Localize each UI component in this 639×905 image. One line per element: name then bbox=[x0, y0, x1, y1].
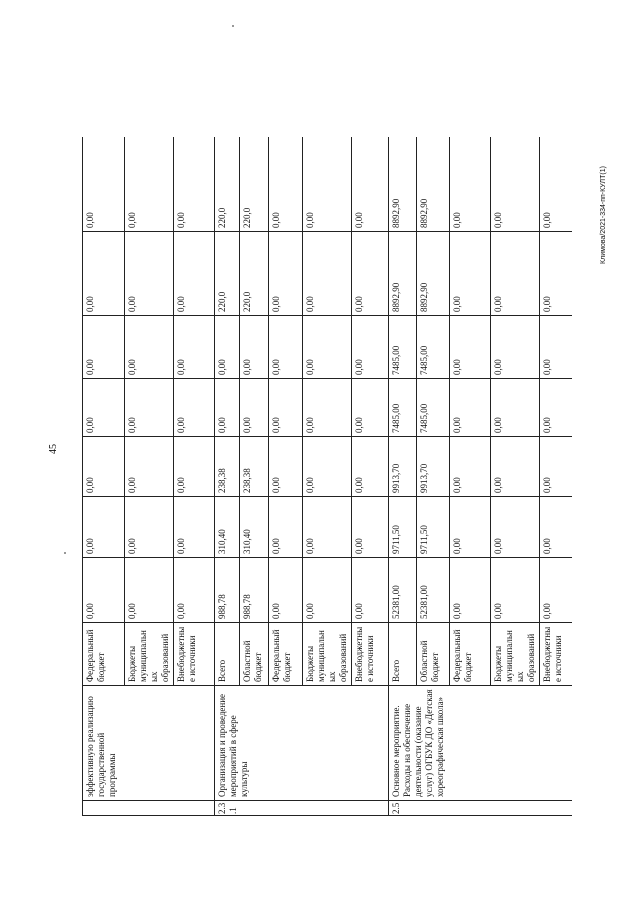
amount-cell: 0,00 bbox=[352, 497, 389, 558]
amount-cell: 0,00 bbox=[303, 232, 352, 316]
amount-cell: 0,00 bbox=[303, 137, 352, 232]
amount-cell: 8892,90 bbox=[389, 232, 417, 316]
amount-cell: 0,00 bbox=[125, 437, 174, 497]
amount-cell: 310,40 bbox=[240, 497, 269, 558]
amount-cell: 0,00 bbox=[540, 379, 573, 437]
amount-cell: 9711,50 bbox=[389, 497, 417, 558]
funding-source-cell: Федеральный бюджет bbox=[269, 623, 303, 686]
funding-source-cell: Областной бюджет bbox=[417, 623, 450, 686]
budget-table bbox=[82, 137, 572, 816]
amount-cell: 220,0 bbox=[215, 232, 240, 316]
amount-cell: 220,0 bbox=[240, 137, 269, 232]
funding-source-cell: Областной бюджет bbox=[240, 623, 269, 686]
amount-cell: 0,00 bbox=[450, 137, 491, 232]
budget-table-wrapper bbox=[82, 137, 572, 816]
amount-cell: 0,00 bbox=[174, 316, 215, 379]
amount-cell: 0,00 bbox=[83, 232, 125, 316]
amount-cell: 8892,90 bbox=[417, 137, 450, 232]
amount-cell: 0,00 bbox=[174, 558, 215, 623]
amount-cell: 0,00 bbox=[540, 497, 573, 558]
amount-cell: 52381,00 bbox=[417, 558, 450, 623]
amount-cell: 238,38 bbox=[215, 437, 240, 497]
amount-cell: 52381,00 bbox=[389, 558, 417, 623]
amount-cell: 0,00 bbox=[269, 316, 303, 379]
amount-cell: 0,00 bbox=[450, 316, 491, 379]
table-row bbox=[83, 137, 125, 816]
funding-source-cell: Внебюджетные источники bbox=[352, 623, 389, 686]
amount-cell: 988,78 bbox=[240, 558, 269, 623]
amount-cell: 0,00 bbox=[303, 379, 352, 437]
activity-name-cell: Основное мероприятие. Расходы на обеспечение деятельности (оказание услуг) ОГБУК ДО «Детская хореографическая школа» bbox=[389, 686, 573, 801]
row-number-cell: 2.5 bbox=[389, 801, 573, 816]
row-number-cell: 2.3.1 bbox=[215, 801, 389, 816]
amount-cell: 0,00 bbox=[269, 379, 303, 437]
amount-cell: 0,00 bbox=[240, 379, 269, 437]
amount-cell: 0,00 bbox=[303, 497, 352, 558]
amount-cell: 0,00 bbox=[83, 558, 125, 623]
amount-cell: 0,00 bbox=[450, 232, 491, 316]
amount-cell: 0,00 bbox=[269, 497, 303, 558]
amount-cell: 0,00 bbox=[491, 379, 540, 437]
amount-cell: 0,00 bbox=[540, 232, 573, 316]
amount-cell: 9711,50 bbox=[417, 497, 450, 558]
amount-cell: 0,00 bbox=[83, 316, 125, 379]
amount-cell: 0,00 bbox=[352, 232, 389, 316]
row-number-cell bbox=[83, 801, 215, 816]
funding-source-cell: Бюджеты муниципальных образований bbox=[491, 623, 540, 686]
amount-cell: 0,00 bbox=[125, 558, 174, 623]
amount-cell: 0,00 bbox=[125, 379, 174, 437]
funding-source-cell: Всего bbox=[215, 623, 240, 686]
scan-speck bbox=[232, 25, 234, 27]
amount-cell: 0,00 bbox=[450, 558, 491, 623]
amount-cell: 0,00 bbox=[269, 558, 303, 623]
amount-cell: 0,00 bbox=[125, 316, 174, 379]
table-row bbox=[389, 137, 417, 816]
amount-cell: 0,00 bbox=[352, 137, 389, 232]
amount-cell: 0,00 bbox=[215, 316, 240, 379]
amount-cell: 0,00 bbox=[352, 558, 389, 623]
funding-source-cell: Внебюджетные источники bbox=[174, 623, 215, 686]
amount-cell: 0,00 bbox=[540, 558, 573, 623]
amount-cell: 0,00 bbox=[540, 316, 573, 379]
amount-cell: 7485,00 bbox=[417, 316, 450, 379]
amount-cell: 0,00 bbox=[83, 379, 125, 437]
amount-cell: 0,00 bbox=[83, 437, 125, 497]
funding-source-cell: Бюджеты муниципальных образований bbox=[125, 623, 174, 686]
amount-cell: 220,0 bbox=[215, 137, 240, 232]
amount-cell: 0,00 bbox=[491, 137, 540, 232]
amount-cell: 0,00 bbox=[83, 137, 125, 232]
amount-cell: 0,00 bbox=[450, 379, 491, 437]
funding-source-cell: Федеральный бюджет bbox=[83, 623, 125, 686]
amount-cell: 0,00 bbox=[450, 497, 491, 558]
amount-cell: 0,00 bbox=[174, 379, 215, 437]
amount-cell: 0,00 bbox=[240, 316, 269, 379]
amount-cell: 0,00 bbox=[174, 137, 215, 232]
amount-cell: 0,00 bbox=[215, 379, 240, 437]
amount-cell: 220,0 bbox=[240, 232, 269, 316]
amount-cell: 0,00 bbox=[303, 437, 352, 497]
amount-cell: 0,00 bbox=[352, 437, 389, 497]
amount-cell: 7485,00 bbox=[417, 379, 450, 437]
amount-cell: 0,00 bbox=[125, 137, 174, 232]
amount-cell: 0,00 bbox=[450, 437, 491, 497]
amount-cell: 0,00 bbox=[174, 497, 215, 558]
amount-cell: 9913,70 bbox=[417, 437, 450, 497]
document-code: Климова/2021-334-пп-КУЛТ(1) bbox=[600, 166, 607, 264]
amount-cell: 7485,00 bbox=[389, 379, 417, 437]
amount-cell: 0,00 bbox=[303, 558, 352, 623]
amount-cell: 0,00 bbox=[491, 232, 540, 316]
page-number: 45 bbox=[48, 444, 59, 454]
rotated-table-frame bbox=[82, 137, 572, 816]
amount-cell: 7485,00 bbox=[389, 316, 417, 379]
amount-cell: 0,00 bbox=[352, 379, 389, 437]
amount-cell: 0,00 bbox=[491, 497, 540, 558]
amount-cell: 9913,70 bbox=[389, 437, 417, 497]
activity-name-cell: эффективную реализацию государственной программы bbox=[83, 686, 215, 801]
amount-cell: 988,78 bbox=[215, 558, 240, 623]
amount-cell: 0,00 bbox=[540, 437, 573, 497]
funding-source-cell: Всего bbox=[389, 623, 417, 686]
amount-cell: 0,00 bbox=[303, 316, 352, 379]
amount-cell: 238,38 bbox=[240, 437, 269, 497]
amount-cell: 0,00 bbox=[352, 316, 389, 379]
table-row bbox=[215, 137, 240, 816]
funding-source-cell: Федеральный бюджет bbox=[450, 623, 491, 686]
amount-cell: 310,40 bbox=[215, 497, 240, 558]
amount-cell: 0,00 bbox=[540, 137, 573, 232]
activity-name-cell: Организация и проведение мероприятий в сфере культуры bbox=[215, 686, 389, 801]
amount-cell: 0,00 bbox=[125, 497, 174, 558]
amount-cell: 8892,90 bbox=[389, 137, 417, 232]
amount-cell: 8892,90 bbox=[417, 232, 450, 316]
amount-cell: 0,00 bbox=[269, 137, 303, 232]
funding-source-cell: Внебюджетные источники bbox=[540, 623, 573, 686]
amount-cell: 0,00 bbox=[83, 497, 125, 558]
amount-cell: 0,00 bbox=[491, 316, 540, 379]
amount-cell: 0,00 bbox=[269, 232, 303, 316]
funding-source-cell: Бюджеты муниципальных образований bbox=[303, 623, 352, 686]
amount-cell: 0,00 bbox=[174, 437, 215, 497]
scan-speck bbox=[64, 552, 66, 554]
amount-cell: 0,00 bbox=[491, 437, 540, 497]
amount-cell: 0,00 bbox=[269, 437, 303, 497]
amount-cell: 0,00 bbox=[174, 232, 215, 316]
amount-cell: 0,00 bbox=[125, 232, 174, 316]
amount-cell: 0,00 bbox=[491, 558, 540, 623]
